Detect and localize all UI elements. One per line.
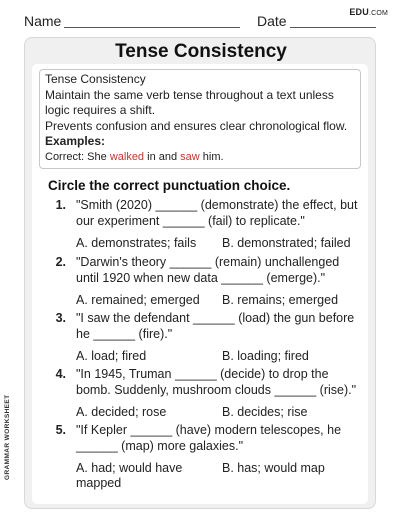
example-sentence (45, 150, 355, 166)
question-text: "If Kepler ______ (have) modern telescopes, he ______ (map) more galaxies." (76, 423, 342, 453)
info-box (39, 69, 361, 169)
option-a[interactable]: A. load; fired (76, 349, 147, 363)
question-number: 1. (55, 198, 66, 212)
example-verb-saw: saw (180, 150, 200, 163)
example-verb-walked: walked (109, 150, 145, 163)
example-suffix: him. (199, 150, 224, 163)
option-a[interactable]: A. had; would have mapped (76, 461, 183, 490)
option-a[interactable]: A. decided; rose (76, 405, 167, 419)
question-number: 4. (55, 367, 66, 381)
question-text: "In 1945, Truman ______ (decide) to drop the bomb. Suddenly, mushroom clouds ______ (rise)." (76, 367, 357, 397)
worksheet-card (24, 37, 376, 509)
question-number: 5. (55, 423, 66, 437)
option-b[interactable]: B. remains; emerged (222, 293, 339, 307)
worksheet-header (0, 0, 400, 36)
question-number: 2. (55, 255, 66, 269)
info-purpose: Prevents confusion and ensures clear chronological flow. (45, 118, 348, 133)
option-b[interactable]: B. has; would map (222, 461, 325, 475)
side-label: GRAMMAR WORKSHEET (4, 394, 11, 480)
option-b[interactable]: B. decides; rise (222, 405, 308, 419)
site-logo (349, 7, 388, 17)
worksheet-title: Tense Consistency (115, 41, 287, 62)
question-text: "Darwin's theory ______ (remain) unchallenged until 1920 when new data ______ (emerge)." (76, 255, 340, 285)
question-number: 3. (55, 311, 66, 325)
worksheet-body (32, 64, 368, 504)
option-a[interactable]: A. remained; emerged (76, 293, 200, 307)
option-b[interactable]: B. demonstrated; failed (222, 236, 351, 250)
example-mid: in and (144, 150, 181, 163)
logo-main: EDU (349, 7, 369, 17)
date-line (290, 27, 376, 28)
name-label: Name (24, 13, 62, 29)
option-b[interactable]: B. loading; fired (222, 349, 309, 363)
examples-label: Examples: (45, 134, 106, 148)
logo-suffix: .COM (368, 10, 388, 17)
question-text: "I saw the defendant ______ (load) the gun before he ______ (fire)." (76, 311, 355, 341)
info-rule: Maintain the same verb tense throughout a text unless logic requires a shift. (45, 87, 334, 117)
info-heading: Tense Consistency (45, 72, 146, 86)
example-prefix: Correct: She (45, 150, 110, 163)
instruction: Circle the correct punctuation choice. (48, 178, 291, 193)
question-text: "Smith (2020) ______ (demonstrate) the effect, but our experiment ______ (fail) to replicate." (76, 198, 358, 228)
date-label: Date (257, 13, 287, 29)
name-line (64, 27, 240, 28)
option-a[interactable]: A. demonstrates; fails (76, 236, 197, 250)
